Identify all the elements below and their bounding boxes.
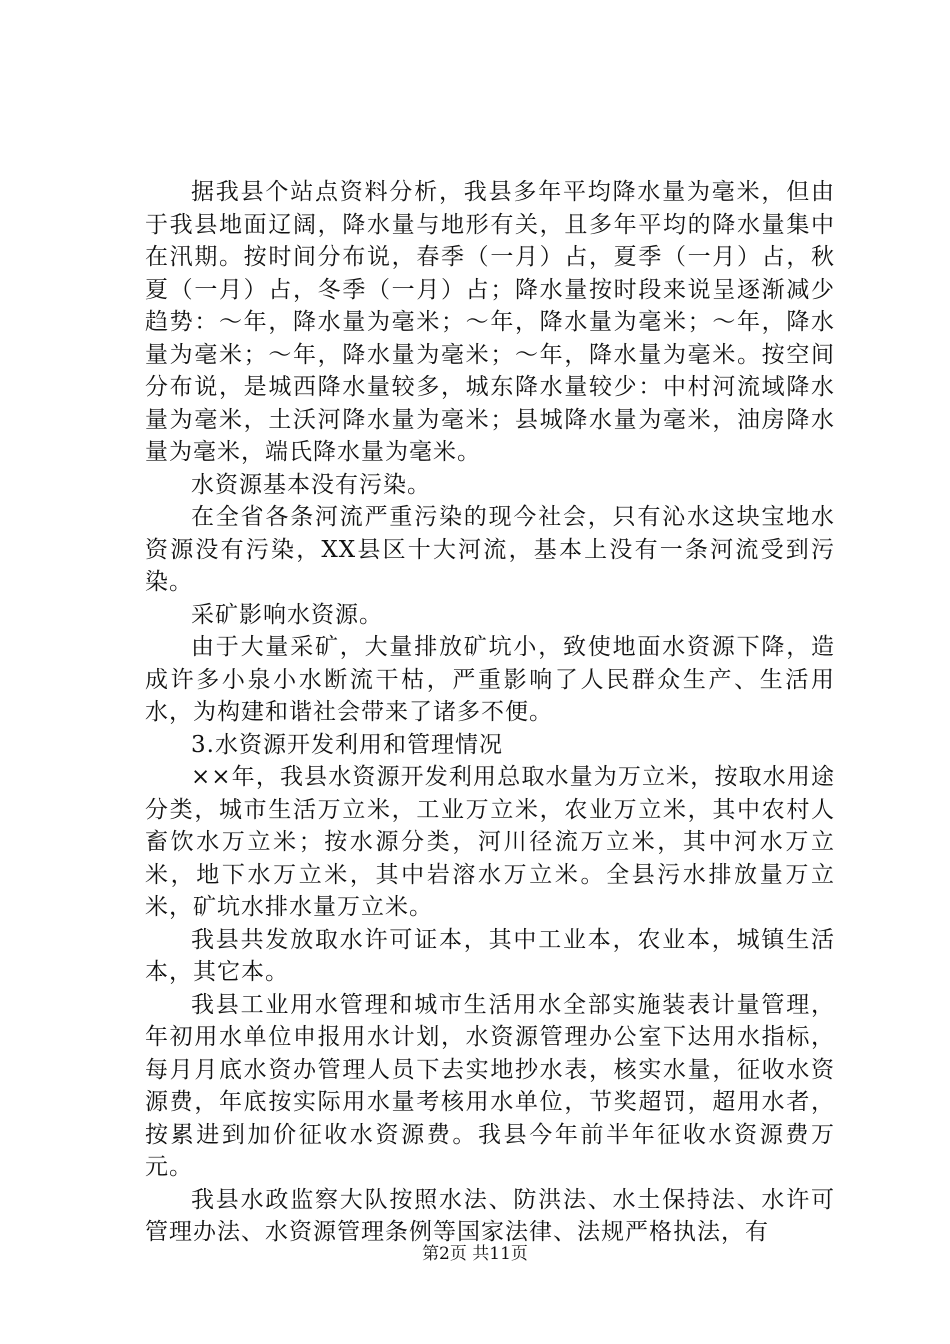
paragraph-precipitation-analysis: 据我县个站点资料分析，我县多年平均降水量为毫米，但由于我县地面辽阔，降水量与地形有关，且多年平均的降水量集中在汛期。按时间分布说，春季（一月）占，夏季（一月）占，秋夏（一月）占，冬季（一月）占；降水量按时段来说呈逐渐减少趋势：～年，降水量为毫米；～年，降水量为毫米；～年，降水量为毫米；～年，降水量为毫米；～年，降水量为毫米。按空间分布说，是城西降水量较多，城东降水量较少：中村河流域降水量为毫米，土沃河降水量为毫米；县城降水量为毫米，油房降水量为毫米，端氏降水量为毫米。 bbox=[145, 179, 835, 465]
page-number-footer: 第2页 共11页 bbox=[422, 1244, 528, 1264]
paragraph-mining-heading: 采矿影响水资源。 bbox=[191, 601, 383, 628]
paragraph-no-pollution-heading: 水资源基本没有污染。 bbox=[191, 471, 431, 498]
paragraph-permits: 我县共发放取水许可证本，其中工业本，农业本，城镇生活本，其它本。 bbox=[145, 926, 835, 985]
section-heading-water-management: 3.水资源开发利用和管理情况 bbox=[191, 731, 503, 758]
paragraph-metering-management: 我县工业用水管理和城市生活用水全部实施装表计量管理，年初用水单位申报用水计划，水资源管理办公室下达用水指标，每月月底水资办管理人员下去实地抄水表，核实水量，征收水资源费，年底按实际用水量考核用水单位，节奖超罚，超用水者，按累进到加价征收水资源费。我县今年前半年征收水资源费万元。 bbox=[145, 991, 835, 1180]
document-body bbox=[145, 176, 835, 1249]
paragraph-no-pollution-detail: 在全省各条河流严重污染的现今社会，只有沁水这块宝地水资源没有污染，XX县区十大河流，基本上没有一条河流受到污染。 bbox=[145, 504, 835, 595]
paragraph-mining-detail: 由于大量采矿，大量排放矿坑小，致使地面水资源下降，造成许多小泉小水断流干枯，严重影响了人民群众生产、生活用水，为构建和谐社会带来了诸多不便。 bbox=[145, 634, 835, 725]
paragraph-water-use: ××年，我县水资源开发利用总取水量为万立米，按取水用途分类，城市生活万立米，工业万立米，农业万立米，其中农村人畜饮水万立米；按水源分类，河川径流万立米，其中河水万立米，地下水万立米，其中岩溶水万立米。全县污水排放量万立米，矿坑水排水量万立米。 bbox=[145, 764, 835, 920]
paragraph-law-enforcement: 我县水政监察大队按照水法、防洪法、水土保持法、水许可管理办法、水资源管理条例等国家法律、法规严格执法，有 bbox=[145, 1186, 835, 1245]
